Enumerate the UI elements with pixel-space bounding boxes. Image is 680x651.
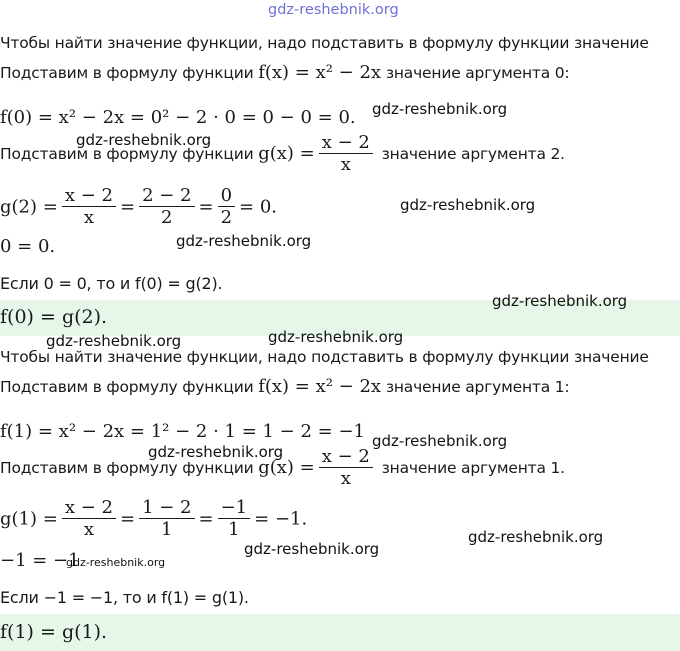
fraction-denominator: 2: [220, 207, 233, 228]
calc-g-fraction-2: [139, 498, 194, 541]
calculation-g2: g(2) = $\frac{x - 2}{x}$ = $\frac{2 - 2}{2}$ = $\frac{0}{2}$ = 0.: [0, 185, 278, 228]
watermark-top: gdz-reshebnik.org: [268, 2, 399, 18]
calc-g-fraction-3: [218, 186, 235, 229]
calc-g-fraction-3: [218, 498, 251, 541]
watermark: gdz-reshebnik.org: [76, 131, 212, 149]
substitute-g-suffix: значение аргумента 2.: [376, 145, 565, 163]
watermark: gdz-reshebnik.org: [492, 292, 628, 310]
function-g-fraction: [319, 447, 373, 490]
fraction-numerator: x − 2: [319, 133, 373, 154]
calc-g-end: = 0.: [239, 196, 278, 218]
function-g-lhs: g(x) =: [258, 457, 315, 478]
watermark: gdz-reshebnik.org: [372, 100, 508, 118]
calc-g-lhs: g(2) =: [0, 196, 58, 218]
intro-text-2: Чтобы найти значение функции, надо подставить в формулу функции значение: [0, 348, 649, 366]
watermark: gdz-reshebnik.org: [268, 328, 404, 346]
fraction-numerator: −1: [218, 498, 251, 519]
watermark: gdz-reshebnik.org: [372, 432, 508, 450]
substitute-f-suffix: значение аргумента 0:: [381, 64, 570, 82]
calculation-f1: f(1) = x² − 2x = 1² − 2 · 1 = 1 − 2 = −1: [0, 421, 365, 442]
function-f-formula: f(x) = x² − 2x: [258, 62, 382, 83]
substitute-g-prefix: Подставим в формулу функции: [0, 145, 259, 163]
fraction-denominator: x: [83, 519, 94, 540]
substitute-f-line-2: [0, 376, 569, 397]
calculation-g1: g(1) = $\frac{x - 2}{x}$ = $\frac{1 - 2}{1}$ = $\frac{-1}{1}$ = −1.: [0, 497, 308, 540]
watermark-small: gdz-reshebnik.org: [66, 556, 166, 569]
fraction-numerator: x − 2: [319, 447, 373, 468]
fraction-numerator: 1 − 2: [139, 498, 194, 519]
calc-g-end: = −1.: [254, 508, 308, 530]
watermark: gdz-reshebnik.org: [244, 540, 380, 558]
fraction-denominator: x: [340, 154, 351, 175]
fraction-numerator: x − 2: [62, 498, 116, 519]
substitute-f-suffix: значение аргумента 1:: [381, 378, 570, 396]
fraction-numerator: x − 2: [62, 186, 116, 207]
conclusion-1: Если 0 = 0, то и f(0) = g(2).: [0, 274, 223, 293]
equality-line-1: 0 = 0.: [0, 236, 56, 257]
fraction-denominator: 1: [161, 519, 173, 540]
watermark: gdz-reshebnik.org: [400, 196, 536, 214]
fraction-denominator: x: [83, 207, 94, 228]
substitute-f-prefix: Подставим в формулу функции: [0, 378, 259, 396]
calc-g-fraction-2: [139, 186, 194, 229]
intro-text-1: Чтобы найти значение функции, надо подставить в формулу функции значение: [0, 34, 649, 52]
substitute-f-line-1: [0, 62, 569, 83]
calc-g-fraction-1: [62, 498, 116, 541]
function-g-fraction: [319, 133, 373, 176]
answer-1: f(0) = g(2).: [0, 306, 108, 328]
fraction-numerator: 2 − 2: [139, 186, 194, 207]
fraction-denominator: x: [340, 468, 351, 489]
conclusion-2: Если −1 = −1, то и f(1) = g(1).: [0, 588, 249, 607]
substitute-g-suffix: значение аргумента 1.: [376, 459, 565, 477]
watermark: gdz-reshebnik.org: [148, 443, 284, 461]
calc-g-lhs: g(1) =: [0, 508, 58, 530]
function-g-lhs: g(x) =: [258, 143, 315, 164]
watermark: gdz-reshebnik.org: [46, 332, 182, 350]
substitute-f-prefix: Подставим в формулу функции: [0, 64, 259, 82]
fraction-denominator: 1: [228, 519, 240, 540]
substitute-g-prefix: Подставим в формулу функции: [0, 459, 259, 477]
fraction-numerator: 0: [218, 186, 235, 207]
watermark: gdz-reshebnik.org: [176, 232, 312, 250]
fraction-denominator: 2: [161, 207, 173, 228]
answer-2: f(1) = g(1).: [0, 621, 108, 643]
calculation-f0: f(0) = x² − 2x = 0² − 2 · 0 = 0 − 0 = 0.: [0, 107, 356, 128]
equality-line-2: −1 = −1: [0, 550, 80, 571]
watermark: gdz-reshebnik.org: [468, 528, 604, 546]
calc-g-fraction-1: [62, 186, 116, 229]
function-f-formula: f(x) = x² − 2x: [258, 376, 382, 397]
